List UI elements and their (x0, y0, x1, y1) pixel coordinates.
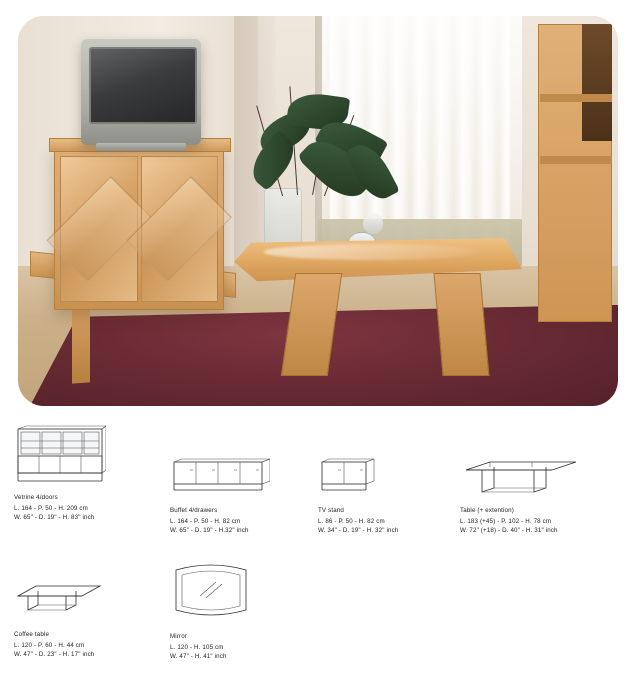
room-photo (18, 16, 618, 406)
vitrine-4doors-icon (14, 425, 106, 493)
product-dims-inch: W. 47" - H. 41" inch (170, 653, 227, 661)
door-diamond-inlay (127, 176, 233, 282)
product-caption (14, 493, 164, 523)
product-dims-cm: L. 120 - H. 105 cm (170, 643, 224, 651)
product-title: TV stand (318, 507, 344, 514)
product-dims-inch: W. 65" - D. 19" - H.32" inch (170, 527, 249, 535)
product-dims-cm: L. 86 - P. 50 - H. 82 cm (318, 517, 385, 525)
product-dims-inch: W. 34" - D. 19" - H. 32" inch (318, 527, 399, 535)
product-tv-stand (318, 458, 458, 536)
coffee-table-gloss (264, 244, 480, 260)
product-caption (170, 506, 320, 536)
vitrine-shelf-lower (540, 156, 612, 164)
vitrine-shelf-upper (540, 94, 612, 102)
vitrine-dark-panel (582, 24, 612, 141)
product-caption (14, 630, 164, 660)
door-diamond-inlay (46, 176, 152, 282)
dining-table-icon (460, 458, 580, 498)
product-title: Vetrine 4/doors (14, 494, 58, 501)
product-mirror (170, 558, 320, 662)
tv-stand-icon (318, 458, 376, 494)
tv-screen (89, 47, 196, 125)
product-vitrine (14, 425, 164, 523)
product-caption (460, 506, 635, 536)
cabinet-door-right (141, 156, 219, 302)
product-title: Coffee table (14, 631, 50, 638)
product-title: Buffet 4/drawers (170, 507, 218, 514)
product-dims-cm: L. 164 - P. 50 - H. 82 cm (170, 517, 241, 525)
tv-base (96, 143, 186, 152)
product-coffee-table (14, 578, 164, 660)
product-dims-inch: W. 47" - D. 23" - H. 17" inch (14, 651, 95, 659)
coffee-table-leg-right (433, 273, 489, 376)
product-title: Mirror (170, 633, 188, 640)
product-caption (318, 506, 458, 536)
product-buffet (170, 458, 320, 536)
buffet-4drawers-icon (170, 458, 270, 494)
product-specs-grid (0, 410, 640, 700)
product-table (460, 458, 635, 536)
product-dims-cm: L. 164 - P. 50 - H. 209 cm (14, 504, 88, 512)
product-caption (170, 632, 320, 662)
product-dims-cm: L. 120 - P. 60 - H. 44 cm (14, 641, 85, 649)
mirror-icon (170, 558, 252, 622)
product-dims-inch: W. 72" (+18) - D. 40" - H. 31" inch (460, 527, 558, 535)
cabinet-door-left (60, 156, 138, 302)
room-photo-scene (18, 16, 618, 406)
coffee-table-icon (14, 578, 106, 620)
tv-cabinet (54, 145, 224, 311)
product-dims-inch: W. 65" - D. 19" - H. 83" inch (14, 514, 95, 522)
product-dims-cm: L. 183 (+45) - P. 102 - H. 78 cm (460, 517, 552, 525)
television (81, 39, 201, 144)
product-title: Table (+ extention) (460, 507, 514, 514)
